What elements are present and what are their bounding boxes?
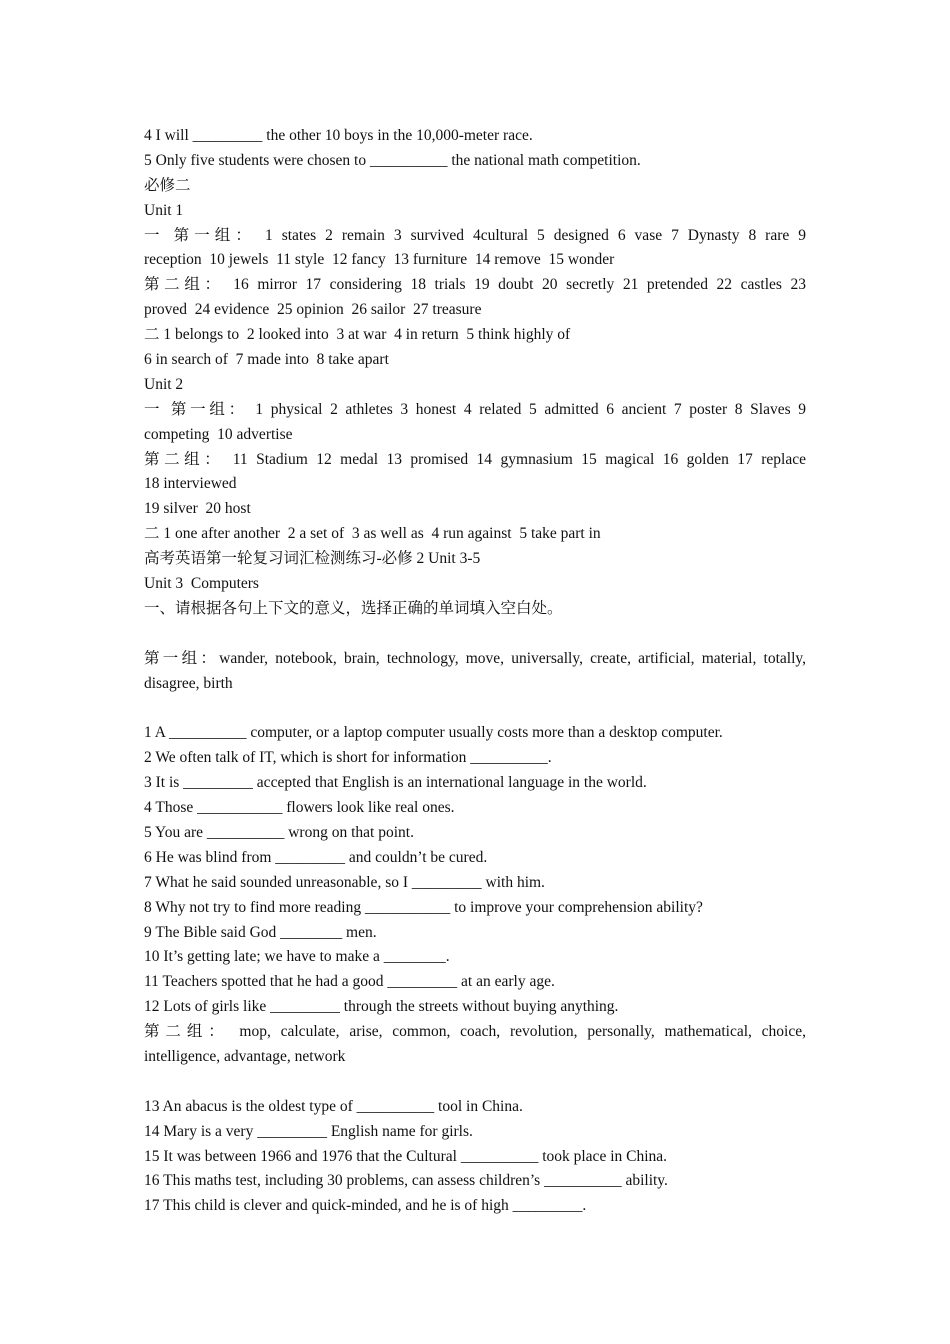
exercise-item: 17 This child is clever and quick-minded, and he is of high _________.	[144, 1197, 587, 1215]
exercise-item: 8 Why not try to find more reading ___________ to improve your comprehension ability?	[144, 898, 703, 916]
unit-heading: Unit 3 Computers	[144, 575, 259, 593]
exercise-item: 15 It was between 1966 and 1976 that the Cultural __________ took place in China.	[144, 1147, 668, 1165]
text-line: 4 I will _________ the other 10 boys in the 10,000-meter race.	[144, 127, 533, 144]
exercise-item: 6 He was blind from _________ and couldn’t be cured.	[144, 848, 488, 866]
exercise-item: 14 Mary is a very _________ English name for girls.	[144, 1122, 473, 1140]
blank-line	[144, 622, 806, 647]
text-line: 19 silver 20 host	[144, 500, 251, 518]
exercise-item: 2 We often talk of IT, which is short for information __________.	[144, 749, 552, 767]
text-line: proved 24 evidence 25 opinion 26 sailor 27 treasure	[144, 301, 482, 319]
text-line: reception 10 jewels 11 style 12 fancy 13 furniture 14 remove 15 wonder	[144, 251, 615, 269]
text-line: 5 Only five students were chosen to __________ the national math competition.	[144, 151, 641, 169]
exercise-item: 7 What he said sounded unreasonable, so I _________ with him.	[144, 873, 545, 891]
document-page	[144, 124, 806, 1219]
text-line: 18 interviewed	[144, 475, 237, 493]
word-bank-line: intelligence, advantage, network	[144, 1047, 346, 1065]
exercise-item: 5 You are __________ wrong on that point.	[144, 823, 414, 841]
text-line: 一 第一组： 1 physical 2 athletes 3 honest 4 related 5 admitted 6 ancient 7 poster 8 Slaves 9	[144, 400, 806, 418]
text-line: 二 1 one after another 2 a set of 3 as well as 4 run against 5 take part in	[144, 525, 601, 543]
text-line: 一 第一组： 1 states 2 remain 3 survived 4cultural 5 designed 6 vase 7 Dynasty 8 rare 9	[144, 226, 806, 244]
word-bank-line: disagree, birth	[144, 674, 233, 692]
exercise-item: 9 The Bible said God ________ men.	[144, 923, 377, 941]
unit-heading: Unit 2	[144, 375, 184, 393]
text-line: competing 10 advertise	[144, 425, 293, 443]
blank-line	[144, 696, 806, 721]
text-line: 二 1 belongs to 2 looked into 3 at war 4 in return 5 think highly of	[144, 326, 571, 344]
text-line: 第二组： 11 Stadium 12 medal 13 promised 14 gymnasium 15 magical 16 golden 17 replace	[144, 450, 806, 468]
exercise-item: 4 Those ___________ flowers look like real ones.	[144, 799, 455, 817]
text-line: 第二组： 16 mirror 17 considering 18 trials 19 doubt 20 secretly 21 pretended 22 castles 23	[144, 276, 806, 294]
exercise-item: 10 It’s getting late; we have to make a ________.	[144, 948, 450, 966]
section-heading: 必修二	[144, 176, 191, 194]
section-heading: 高考英语第一轮复习词汇检测练习-必修 2 Unit 3-5	[144, 550, 481, 568]
exercise-item: 12 Lots of girls like _________ through the streets without buying anything.	[144, 998, 619, 1016]
exercise-item: 13 An abacus is the oldest type of __________ tool in China.	[144, 1097, 523, 1115]
exercise-item: 16 This maths test, including 30 problems, can assess children’s __________ ability.	[144, 1172, 668, 1190]
exercise-item: 1 A __________ computer, or a laptop computer usually costs more than a desktop computer.	[144, 724, 723, 742]
word-bank-line: 第一组：wander, notebook, brain, technology, move, universally, create, artificial, material, totally,	[144, 649, 806, 667]
blank-line	[144, 1070, 806, 1095]
exercise-item: 11 Teachers spotted that he had a good _________ at an early age.	[144, 973, 555, 991]
exercise-item: 3 It is _________ accepted that English is an international language in the world.	[144, 774, 647, 792]
unit-heading: Unit 1	[144, 201, 184, 219]
text-line: 6 in search of 7 made into 8 take apart	[144, 351, 389, 369]
instruction-line: 一、请根据各句上下文的意义，选择正确的单词填入空白处。	[144, 599, 563, 617]
word-bank-line: 第二组： mop, calculate, arise, common, coach, revolution, personally, mathematical, choice,	[144, 1023, 806, 1041]
